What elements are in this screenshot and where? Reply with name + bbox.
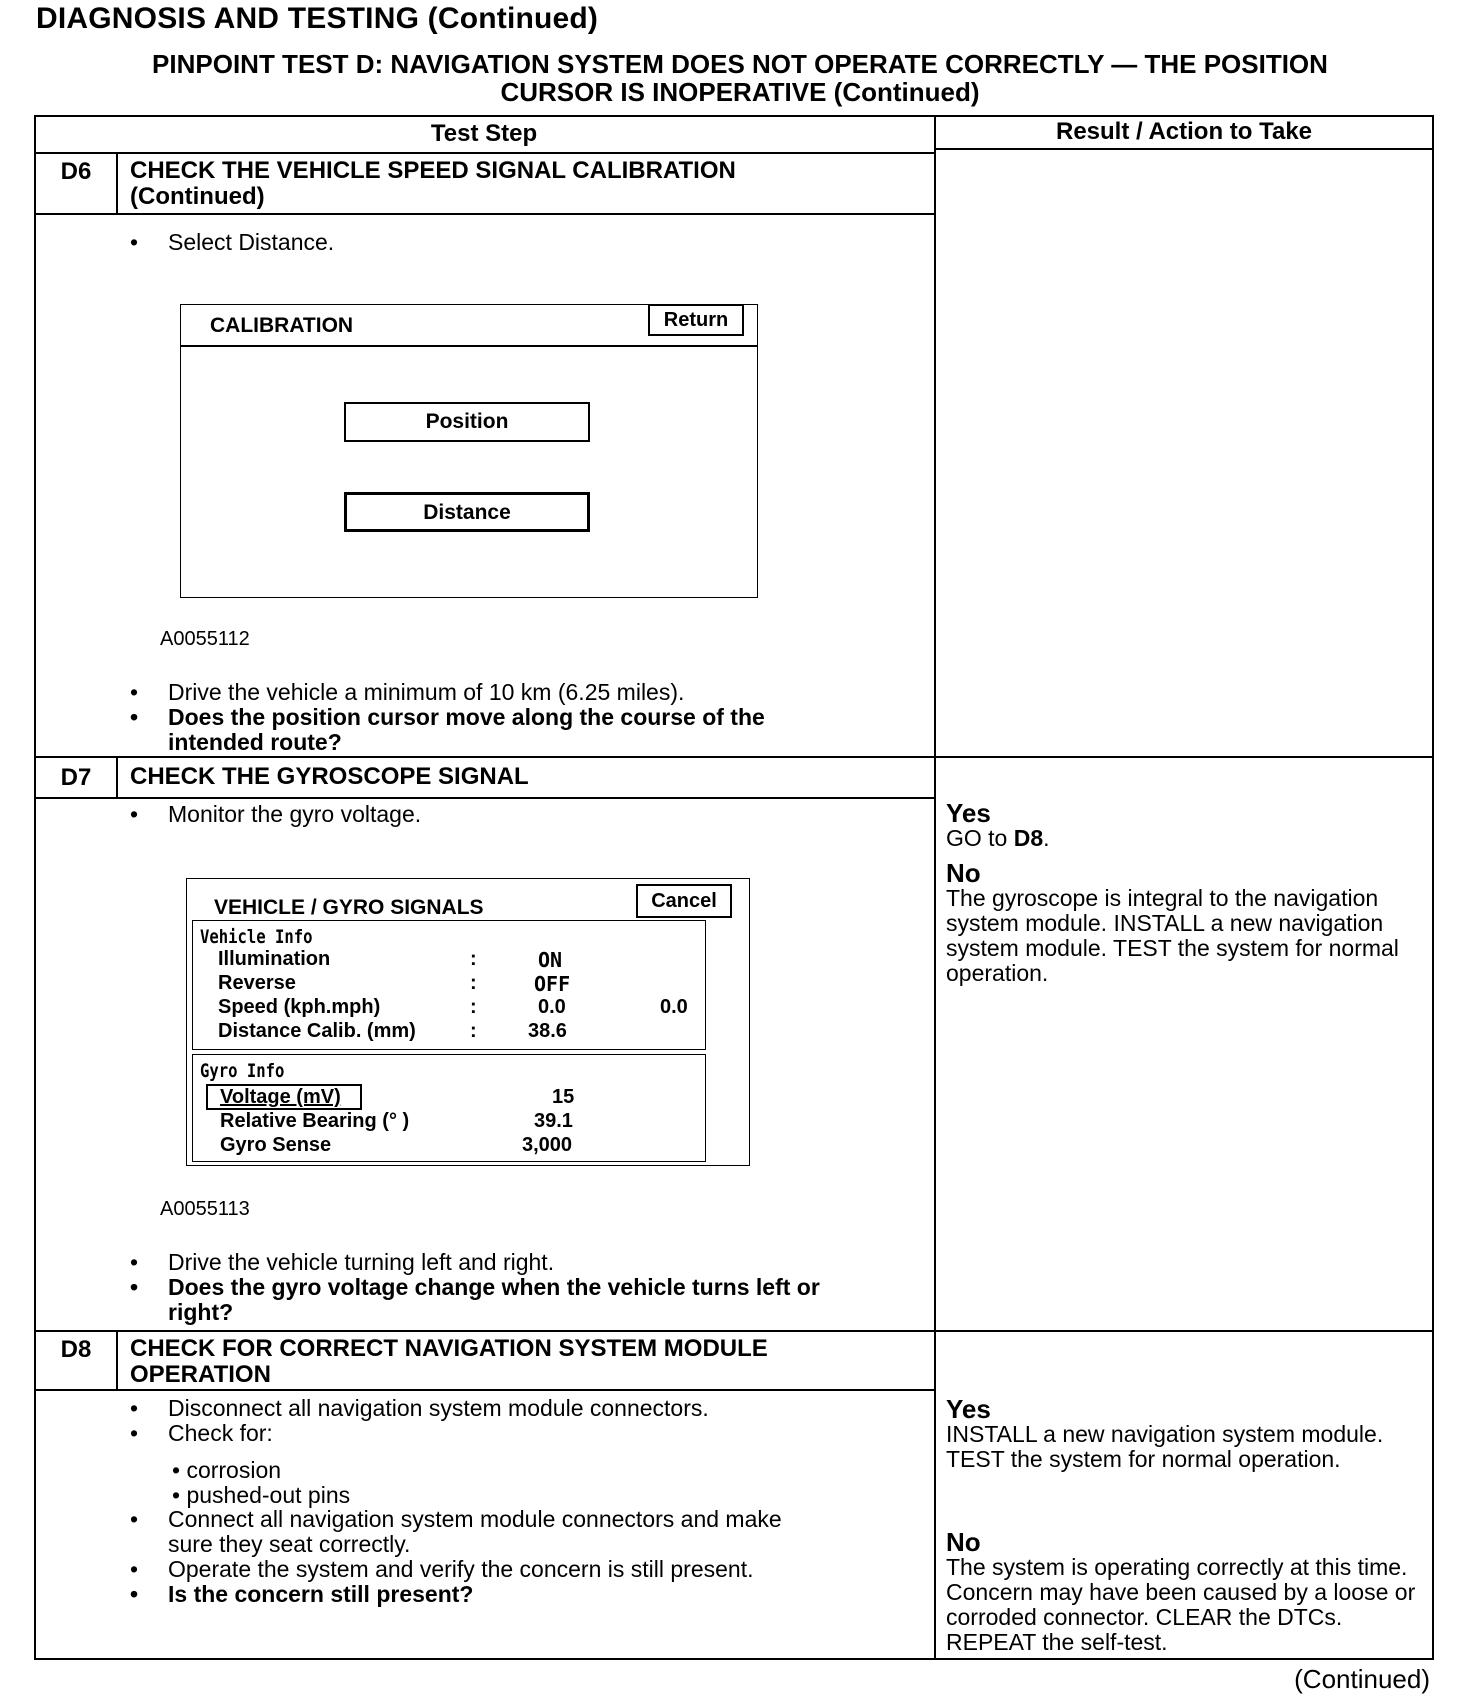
subtitle-line-2: CURSOR IS INOPERATIVE (Continued): [500, 77, 980, 107]
row-separator: :: [470, 948, 477, 970]
vehicle-info-row: [218, 1020, 416, 1043]
cancel-button[interactable]: Cancel: [636, 884, 732, 918]
row-label: Gyro Sense: [220, 1134, 332, 1156]
d6-bullet-3-line2: intended route?: [168, 729, 342, 755]
d8-bullet-5-text: Is the concern still present?: [168, 1581, 474, 1607]
d8-bullet-2: [130, 1420, 273, 1446]
d6-bullet-2-text: Drive the vehicle a minimum of 10 km (6.25 miles).: [168, 679, 685, 705]
return-button[interactable]: Return: [648, 304, 744, 336]
d8-bullet-1-text: Disconnect all navigation system module connectors.: [168, 1395, 709, 1421]
calibration-title: CALIBRATION: [210, 314, 354, 337]
d7-no-label: No: [946, 858, 981, 888]
d6-bullet-3: [130, 704, 765, 755]
d8-bullet-1: [130, 1395, 709, 1421]
row-value: 38.6: [528, 1020, 567, 1042]
row-extra-value: 0.0: [660, 996, 688, 1018]
column-divider: [934, 115, 936, 1660]
step-title-d7: CHECK THE GYROSCOPE SIGNAL: [130, 763, 529, 790]
vehicle-info-row: [218, 996, 380, 1019]
d8-bullet-3-line1: Connect all navigation system module connectors and make: [168, 1506, 782, 1532]
d8-sub-1: • corrosion: [172, 1457, 282, 1483]
row-separator: :: [470, 996, 477, 1018]
step-id-d6: D6: [60, 158, 92, 185]
d8-bullet-3: [130, 1506, 782, 1557]
d8-title-divider: [34, 1389, 934, 1391]
figure-id-a0055112: A0055112: [160, 628, 250, 650]
d7-no-text: The gyroscope is integral to the navigation system module. INSTALL a new navigation system module. TEST the system for normal operation.: [946, 885, 1399, 986]
continued-label: (Continued): [1294, 1664, 1430, 1694]
row-label: Speed (kph.mph): [218, 996, 381, 1018]
d7-bullet-1: [130, 801, 422, 827]
d7-yes-text: [946, 826, 1426, 851]
pinpoint-test-title: [60, 50, 1420, 106]
d6-title-divider: [34, 213, 934, 215]
row-separator: :: [470, 972, 477, 994]
d7-bullet-2-text: Drive the vehicle turning left and right.: [168, 1249, 555, 1275]
d6-bullet-2: [130, 679, 685, 705]
d8-no-label: No: [946, 1527, 981, 1557]
row-value: 15: [552, 1086, 575, 1108]
header-result: Result / Action to Take: [1055, 118, 1313, 145]
bullet-icon: •: [130, 1274, 139, 1300]
position-button[interactable]: Position: [344, 402, 590, 442]
step-title-d8-line1: CHECK FOR CORRECT NAVIGATION SYSTEM MODULE: [130, 1335, 768, 1362]
d8-bullet-4: [130, 1556, 754, 1582]
d8-no-text: The system is operating correctly at this time. Concern may have been caused by a loose or corroded connector. CLEAR the DTCs. REPEAT the self-test.: [946, 1554, 1416, 1655]
row-value: 0.0: [538, 996, 566, 1018]
bullet-icon: •: [130, 801, 139, 827]
step-title-d6-line2: (Continued): [130, 183, 265, 210]
gyro-row-sense: [220, 1134, 331, 1157]
gyro-info-label: Gyro Info: [200, 1060, 285, 1082]
row-label: Distance Calib. (mm): [218, 1020, 416, 1042]
bullet-icon: •: [130, 229, 139, 255]
row-separator: :: [470, 1020, 477, 1042]
step-id-d7: D7: [60, 764, 92, 791]
header-test-step: Test Step: [430, 120, 538, 147]
calibration-title-divider: [180, 345, 758, 347]
calibration-screen: [180, 304, 758, 598]
row-value: 3,000: [522, 1134, 573, 1156]
bullet-icon: •: [130, 1249, 139, 1275]
row-value: ON: [538, 948, 563, 972]
row-value: 39.1: [534, 1110, 573, 1132]
row-label: Voltage (mV): [220, 1086, 341, 1108]
row-value: OFF: [534, 972, 571, 996]
d8-yes-label: Yes: [946, 1394, 991, 1424]
d7-bullet-1-text: Monitor the gyro voltage.: [168, 801, 422, 827]
step-title-d8: [130, 1336, 768, 1388]
bullet-icon: •: [130, 679, 139, 705]
header-divider-right: [934, 148, 1434, 150]
header-divider-left: [34, 152, 934, 154]
d6-bullet-1-text: Select Distance.: [168, 229, 335, 255]
d7-yes-label: Yes: [946, 798, 991, 828]
figure-id-a0055113: A0055113: [160, 1198, 250, 1220]
gyro-row-bearing: [220, 1110, 409, 1133]
d8-bullet-5: [130, 1581, 474, 1607]
row-label: Reverse: [218, 972, 296, 994]
d6-bullet-1: [130, 229, 335, 255]
page-title: DIAGNOSIS AND TESTING (Continued): [36, 2, 599, 35]
subtitle-line-1: PINPOINT TEST D: NAVIGATION SYSTEM DOES NOT OPERATE CORRECTLY — THE POSITION: [152, 49, 1328, 79]
bullet-icon: •: [130, 1581, 139, 1607]
d7-top-divider: [34, 756, 1434, 758]
d8-bullet-2-text: Check for:: [168, 1420, 273, 1446]
d7-bullet-3-line2: right?: [168, 1299, 234, 1325]
vehicle-info-label: Vehicle Info: [200, 926, 313, 948]
step-id-d8: D8: [60, 1336, 92, 1363]
step-title-d8-line2: OPERATION: [130, 1361, 271, 1388]
d6-id-divider: [116, 152, 118, 214]
d7-yes-link-d8[interactable]: D8: [1013, 825, 1044, 851]
d8-bullet-4-text: Operate the system and verify the concern is still present.: [168, 1556, 754, 1582]
d8-top-divider: [34, 1330, 1434, 1332]
vehicle-info-row: [218, 972, 296, 995]
gyro-screen-title: VEHICLE / GYRO SIGNALS: [214, 896, 484, 919]
bullet-icon: •: [130, 1395, 139, 1421]
d7-bullet-3-line1: Does the gyro voltage change when the vehicle turns left or: [168, 1274, 820, 1300]
gyro-row-voltage: [220, 1086, 341, 1109]
d8-yes-text: INSTALL a new navigation system module. TEST the system for normal operation.: [946, 1421, 1384, 1472]
d7-title-divider: [34, 797, 934, 799]
distance-button[interactable]: Distance: [344, 492, 590, 532]
bullet-icon: •: [130, 704, 139, 730]
d7-yes-text-post: .: [1043, 825, 1050, 851]
bullet-icon: •: [130, 1506, 139, 1532]
d7-yes-text-pre: GO to: [946, 825, 1014, 851]
d7-bullet-3: [130, 1274, 820, 1325]
row-label: Illumination: [218, 948, 331, 970]
d7-id-divider: [116, 756, 118, 798]
d8-bullet-3-line2: sure they seat correctly.: [168, 1531, 411, 1557]
bullet-icon: •: [130, 1556, 139, 1582]
bullet-icon: •: [130, 1420, 139, 1446]
step-title-d6: [130, 158, 736, 210]
step-title-d6-line1: CHECK THE VEHICLE SPEED SIGNAL CALIBRATION: [130, 157, 736, 184]
vehicle-info-row: [218, 948, 330, 971]
d8-id-divider: [116, 1330, 118, 1390]
d7-bullet-2: [130, 1249, 555, 1275]
d8-sub-2: • pushed-out pins: [172, 1482, 351, 1508]
row-label: Relative Bearing (° ): [220, 1110, 410, 1132]
d6-bullet-3-line1: Does the position cursor move along the course of the: [168, 704, 765, 730]
